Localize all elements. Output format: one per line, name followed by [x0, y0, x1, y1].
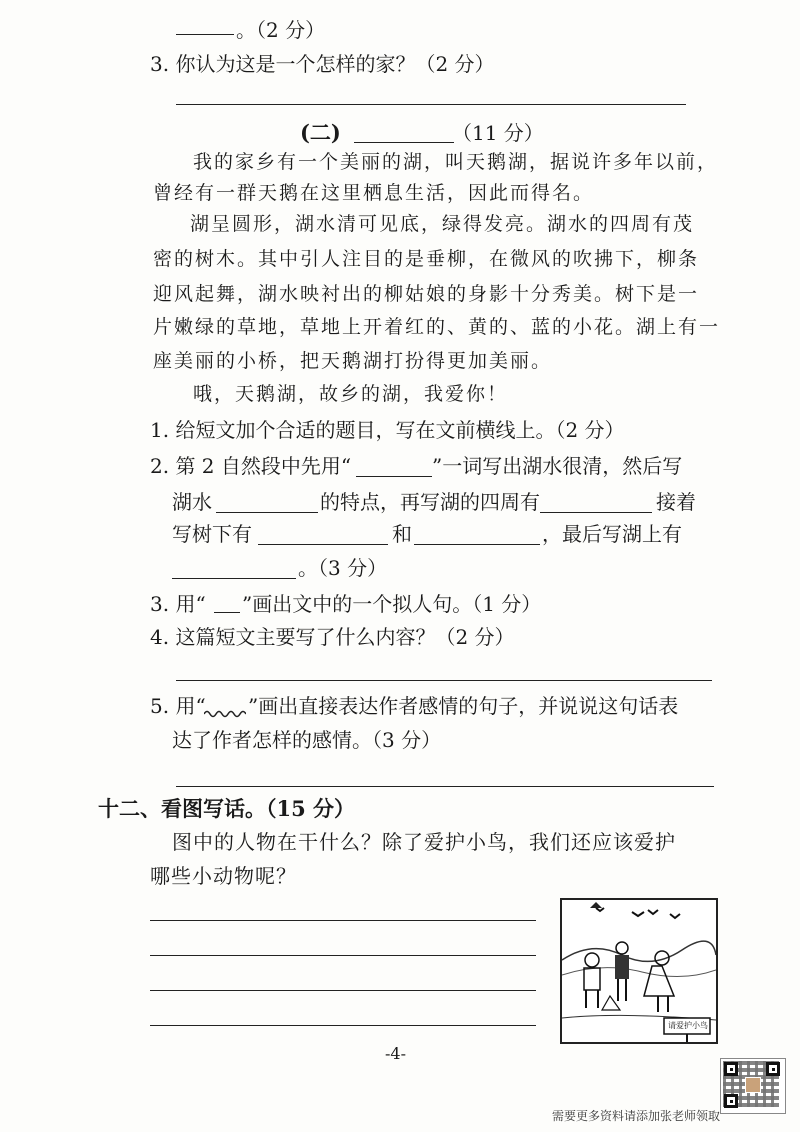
passage-line: 曾经有一群天鹅在这里栖息生活，因此而得名。 — [153, 182, 595, 204]
answer-blank[interactable] — [414, 544, 540, 545]
answer-line[interactable] — [176, 680, 712, 681]
writing-line[interactable] — [150, 920, 536, 921]
qr-code — [720, 1058, 786, 1114]
answer-blank[interactable] — [176, 16, 234, 35]
question-2-part: 湖水 — [172, 490, 212, 514]
passage-heading-number: (二) — [300, 120, 341, 145]
question-2-part: 和 — [392, 522, 412, 546]
underline-sample — [214, 612, 240, 613]
question-1: 1. 给短文加个合适的题目，写在文前横线上。（2 分） — [150, 418, 625, 442]
question-2-part: 。（3 分） — [298, 556, 388, 580]
question-5-part: ”画出直接表达作者感情的句子，并说说这句话表 — [248, 694, 679, 718]
question-5-part: 5. 用“ — [150, 694, 206, 718]
writing-line[interactable] — [150, 1025, 536, 1026]
answer-blank[interactable] — [216, 512, 318, 513]
writing-prompt: 图中的人物在干什么？除了爱护小鸟，我们还应该爱护 — [172, 830, 676, 854]
answer-line[interactable] — [176, 786, 714, 787]
question-3-part: 3. 用“ — [150, 592, 206, 616]
question-2-part: 写树下有 — [172, 522, 252, 546]
question-2-part: ，最后写湖上有 — [542, 522, 682, 546]
sign-text: 请爱护小鸟 — [668, 1021, 708, 1030]
section-12-title: 十二、看图写话。（15 分） — [98, 796, 356, 821]
page-number: -4- — [385, 1044, 406, 1063]
answer-line[interactable] — [176, 104, 686, 105]
passage-line: 座美丽的小桥，把天鹅湖打扮得更加美丽。 — [153, 350, 553, 372]
passage-line: 迎风起舞，湖水映衬出的柳姑娘的身影十分秀美。树下是一 — [153, 283, 700, 305]
wavy-line-sample — [204, 708, 246, 720]
question-2-part: ”一词写出湖水很清，然后写 — [432, 454, 683, 478]
illustration — [560, 898, 718, 1044]
answer-blank[interactable] — [172, 578, 296, 579]
passage-line: 湖呈圆形，湖水清可见底，绿得发亮。湖水的四周有茂 — [190, 213, 695, 235]
question-2-part: 接着 — [656, 490, 696, 514]
question-3-part: ”画出文中的一个拟人句。（1 分） — [242, 592, 542, 616]
question-2-part: 2. 第 2 自然段中先用“ — [150, 454, 352, 478]
writing-prompt: 哪些小动物呢？ — [150, 864, 297, 888]
answer-blank[interactable] — [356, 476, 432, 477]
prev-question-tail: 。（2 分） — [236, 18, 326, 42]
passage-line: 密的树木。其中引人注目的是垂柳，在微风的吹拂下，柳条 — [153, 248, 700, 270]
question-4: 4. 这篇短文主要写了什么内容？（2 分） — [150, 625, 515, 649]
passage-heading-score: （11 分） — [452, 121, 544, 145]
passage-line: 我的家乡有一个美丽的湖，叫天鹅湖，据说许多年以前， — [193, 151, 719, 173]
writing-line[interactable] — [150, 955, 536, 956]
answer-blank[interactable] — [258, 544, 388, 545]
writing-line[interactable] — [150, 990, 536, 991]
question-3: 3. 你认为这是一个怎样的家？（2 分） — [150, 52, 495, 76]
passage-line: 片嫩绿的草地，草地上开着红的、黄的、蓝的小花。湖上有一 — [153, 316, 721, 338]
question-2-part: 的特点，再写湖的四周有 — [320, 490, 540, 514]
passage-line: 哦，天鹅湖，故乡的湖，我爱你！ — [193, 383, 509, 405]
question-5-part: 达了作者怎样的感情。（3 分） — [172, 728, 442, 752]
footer-ad-text: 需要更多资料请添加张老师领取 — [552, 1109, 721, 1123]
answer-blank[interactable] — [540, 512, 652, 513]
title-blank[interactable] — [354, 142, 454, 143]
